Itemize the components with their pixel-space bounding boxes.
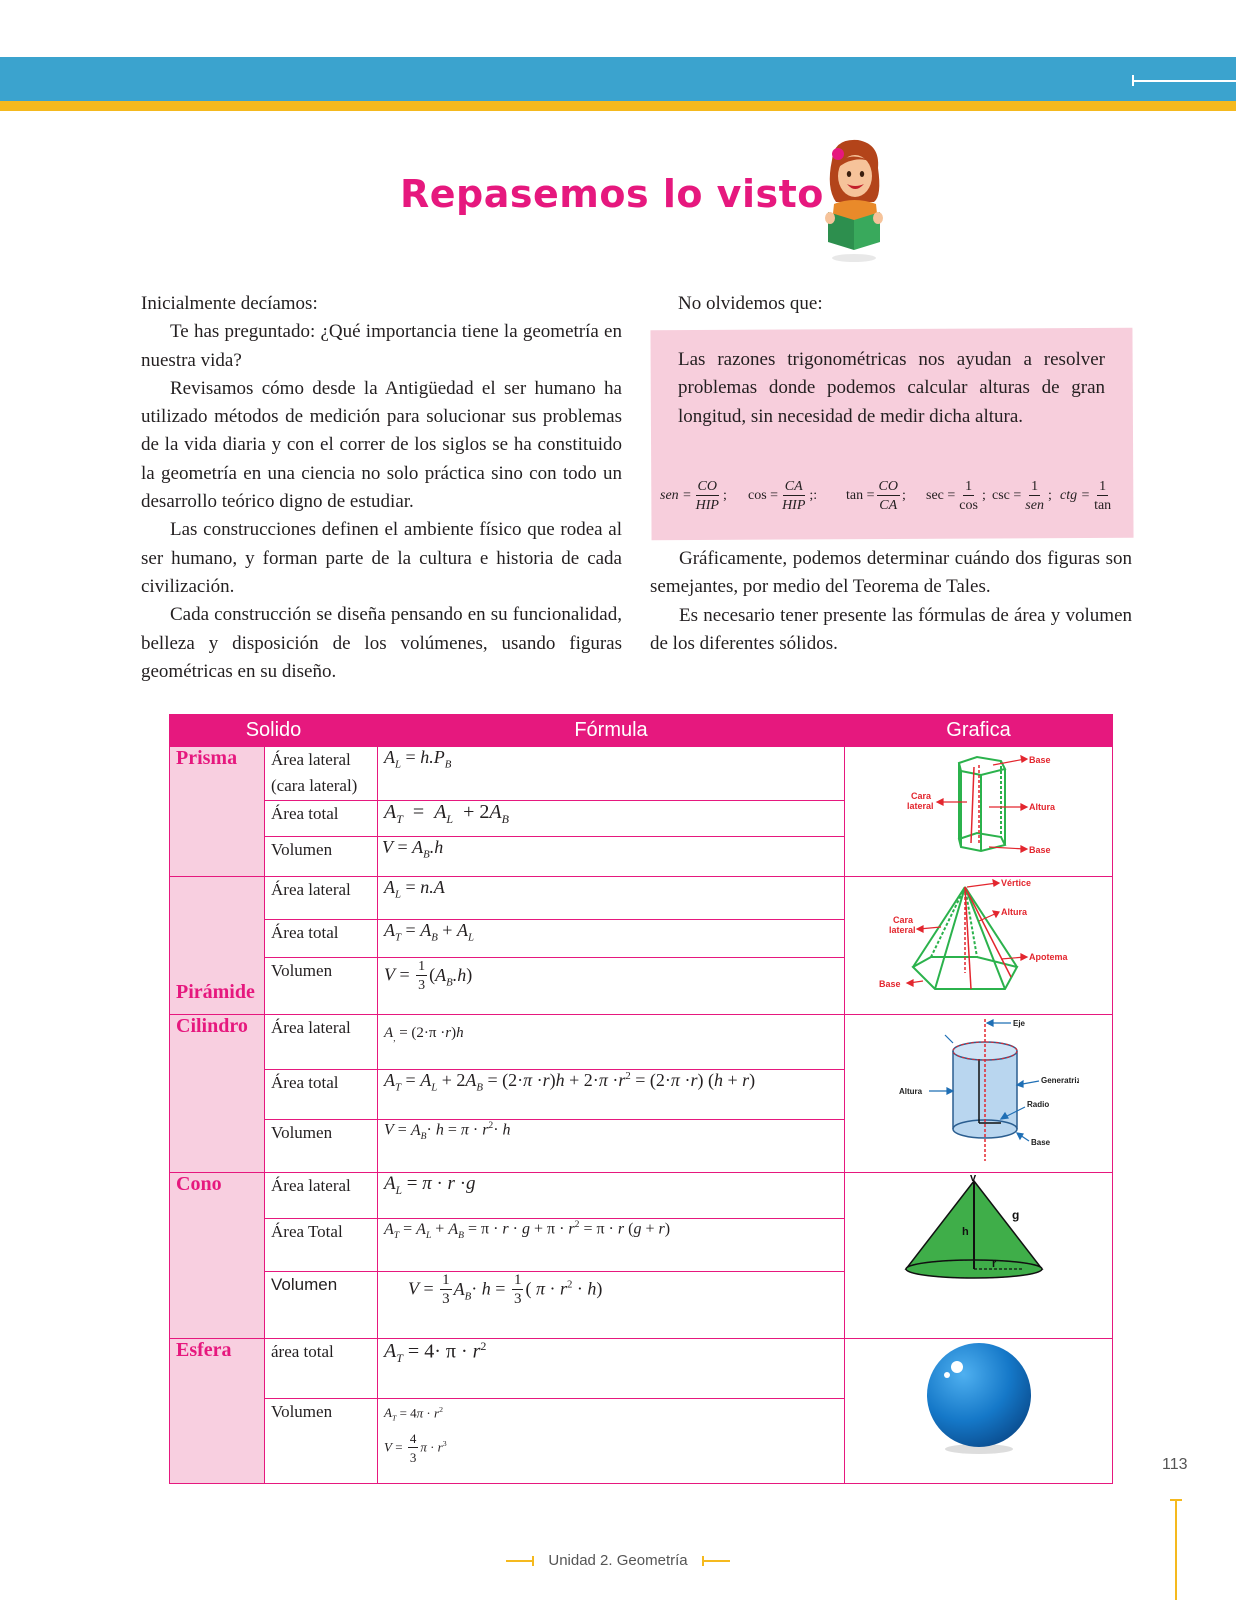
trig-ctg-num: 1 [1099, 478, 1107, 494]
formula-esfera-volumen: $A_T = 4\pi \cdot r^2$ V = $\frac{4}{3}$ $\pi \cdot r^3$ [378, 1399, 845, 1484]
trig-sec-num: 1 [965, 478, 973, 494]
prop-prisma-lateral: Área lateral (cara lateral) [265, 747, 378, 801]
header-band-yellow [0, 101, 1236, 111]
formula-prisma-volumen: $V = A_B.h$ [378, 836, 845, 876]
prop-esfera-total: área total [265, 1338, 378, 1399]
paragraph-design: Cada construcción se diseña pensando en su funcionalidad, belleza y disposición de los volúmenes, usando figuras geométricas en su diseño. [141, 604, 622, 682]
cone-label-v: v [969, 1172, 976, 1184]
prism-diagram [879, 747, 1079, 867]
solid-esfera: Esfera [170, 1338, 265, 1483]
trig-csc-label: csc = [992, 488, 1022, 503]
prop-cono-lateral: Área lateral [265, 1172, 378, 1218]
header-band-blue [0, 57, 1236, 101]
cone-label-g: g [1011, 1207, 1019, 1222]
trig-csc [992, 475, 1052, 517]
trig-ctg [1060, 475, 1115, 517]
trig-sen-sep: ; [722, 488, 727, 503]
page-number: 113 [1162, 1456, 1188, 1473]
formula-piramide-total: $A_T = A_B + A_L$ [378, 919, 845, 957]
figure-esfera [845, 1338, 1113, 1483]
prop-prisma-total: Área total [265, 800, 378, 836]
header-formula: Fórmula [378, 715, 845, 747]
trig-sen [660, 475, 727, 517]
margin-line [1175, 1499, 1177, 1600]
pyramid-label-cara: Cara [892, 915, 913, 926]
cone-label-r: r [991, 1257, 996, 1270]
formula-cilindro-total: $A_T = A_L + 2A_B = (2\cdot\pi \cdot r)h + 2\cdot\pi \cdot r^2 = (2\cdot\pi \cdot r) (h + r)$ [378, 1070, 845, 1120]
trig-sen-num: CO [697, 478, 717, 494]
trig-csc-sep: ; [1047, 488, 1052, 503]
figure-cono [845, 1172, 1113, 1338]
cylinder-label-base: Base [1030, 1137, 1050, 1147]
prop-prisma-volumen: Volumen [265, 836, 378, 876]
cylinder-label-eje: Eje [1012, 1018, 1025, 1028]
prop-piramide-volumen: Volumen [265, 957, 378, 1014]
left-column [141, 290, 622, 686]
paragraph-question: Te has preguntado: ¿Qué importancia tiene la geometría en nuestra vida? [141, 321, 622, 371]
trig-sec-den: cos [959, 497, 978, 513]
prism-label-altura: Altura [1028, 802, 1055, 812]
formula-prisma-lateral: $A_L = h.P_B$ [378, 747, 845, 801]
header-marker-tick [1132, 75, 1134, 86]
formula-cono-volumen: V = $\frac{1}{3}$ $A_B\cdot h$ = $\frac{1}{3}$ ( $\pi \cdot r^2 \cdot h$) [378, 1271, 845, 1338]
figure-piramide [845, 877, 1113, 1014]
cylinder-label-altura: Altura [898, 1086, 922, 1096]
trig-cos-sep: ;: [809, 488, 818, 503]
footer [0, 1552, 1236, 1569]
header-grafica: Grafica [845, 715, 1113, 747]
trig-csc-num: 1 [1031, 478, 1039, 494]
paragraph-history: Revisamos cómo desde la Antigüedad el ser humano ha utilizado métodos de medición para solucionar sus problemas de la vida diaria y con el correr de los siglos se ha constituido la geometría en una ciencia no solo práctica sino con todo un desarrollo teórico digno de estudiar. [141, 377, 622, 513]
trig-cos-label: cos = [748, 488, 779, 503]
prop-cilindro-total: Área total [265, 1070, 378, 1120]
reminder-box-text: Las razones trigonométricas nos ayudan a resolver problemas donde podemos calcular alturas de gran longitud, sin necesidad de medir dicha altura. [678, 349, 1105, 427]
header-solido: Solido [170, 715, 378, 747]
pyramid-label-vertice: Vértice [1000, 878, 1031, 889]
prism-label-base-bottom: Base [1028, 845, 1051, 855]
trig-ratios [660, 475, 1130, 517]
figure-prisma [845, 747, 1113, 877]
prop-cono-total: Área Total [265, 1219, 378, 1271]
header-marker-line [1132, 80, 1236, 82]
pyramid-label-lateral: lateral [888, 925, 916, 936]
girl-reading-illustration [818, 138, 890, 264]
trig-cos [748, 475, 817, 517]
paragraph-tales-text: Gráficamente, podemos determinar cuándo dos figuras son semejantes, por medio del Teorema de Tales. [650, 548, 1132, 598]
formula-cilindro-lateral: $A_, = (2\cdot\pi \cdot r)h$ [378, 1014, 845, 1070]
trig-cos-den: HIP [782, 497, 806, 513]
pyramid-label-base: Base [878, 979, 901, 990]
prop-cono-volumen: Volumen [265, 1271, 378, 1338]
prop-esfera-volumen: Volumen [265, 1399, 378, 1484]
trig-sen-den: HIP [695, 497, 719, 513]
formula-cilindro-volumen: $V = A_B\cdot h = \pi \cdot r^2\cdot h$ [378, 1120, 845, 1172]
prop-cilindro-lateral: Área lateral [265, 1014, 378, 1070]
reminder-intro: No olvidemos que: [678, 293, 823, 314]
trig-sec-sep: ; [981, 488, 986, 503]
cylinder-label-radio: Radio [1026, 1099, 1049, 1109]
paragraph-formulas-text: Es necesario tener presente las fórmulas de área y volumen de los diferentes sólidos. [650, 604, 1132, 654]
solid-prisma: Prisma [170, 747, 265, 877]
trig-tan-sep: ; [901, 488, 906, 503]
formula-piramide-lateral: $A_L = n.A$ [378, 877, 845, 919]
prism-label-cara: Cara [910, 791, 931, 801]
prop-piramide-lateral: Área lateral [265, 877, 378, 919]
trig-ctg-label: ctg = [1060, 488, 1091, 503]
formula-cono-lateral: $A_L = \pi \cdot r \cdot g$ [378, 1172, 845, 1218]
footer-topic: Geometría [616, 1552, 688, 1569]
trig-cos-num: CA [784, 478, 803, 494]
paragraph-intro: Inicialmente decíamos: [141, 293, 318, 314]
formula-esfera-total: $A_T = 4\cdot \pi \cdot r^2$ [378, 1338, 845, 1399]
solids-table [169, 714, 1113, 1484]
prism-label-base-top: Base [1028, 755, 1051, 765]
sphere-diagram [919, 1339, 1039, 1459]
cylinder-diagram [879, 1015, 1079, 1165]
trig-sen-label: sen = [660, 488, 692, 503]
formula-cono-total: $A_T = A_L + A_B = \pi \cdot r \cdot g + \pi \cdot r^2 = \pi \cdot r$ (g + r) [378, 1219, 845, 1271]
paragraph-constructions: Las construcciones definen el ambiente físico que rodea al ser humano, y forman parte de la cultura e historia de cada civilización. [141, 519, 622, 597]
prop-cilindro-volumen: Volumen [265, 1120, 378, 1172]
footer-bar-left [506, 1560, 534, 1562]
prop-piramide-total: Área total [265, 919, 378, 957]
prism-label-lateral: lateral [906, 801, 934, 811]
cone-label-h: h [961, 1225, 969, 1238]
figure-cilindro [845, 1014, 1113, 1172]
trig-tan-label: tan = [846, 488, 875, 503]
pyramid-label-altura: Altura [1000, 907, 1027, 918]
cylinder-label-generatriz: Generatriz [1040, 1075, 1079, 1085]
trig-tan [846, 475, 906, 517]
formula-piramide-volumen: V = $\frac{1}{3}$ $(A_B.h)$ [378, 957, 845, 1014]
trig-ctg-den: tan [1094, 497, 1112, 513]
trig-tan-den: CA [879, 497, 898, 513]
trig-csc-den: sen [1025, 497, 1044, 513]
trig-sec [926, 475, 986, 517]
solid-cilindro: Cilindro [170, 1014, 265, 1172]
paragraph-tales [650, 545, 1132, 658]
footer-unit: Unidad 2. [548, 1552, 613, 1569]
trig-tan-num: CO [878, 478, 898, 494]
cone-diagram [894, 1173, 1064, 1283]
solid-piramide: Pirámide [170, 877, 265, 1014]
trig-sec-label: sec = [926, 488, 956, 503]
page-title: Repasemos lo visto [400, 172, 824, 216]
footer-bar-right [702, 1560, 730, 1562]
formula-prisma-total: $A_T = A_L + 2A_B$ [378, 800, 845, 836]
pyramid-diagram [869, 877, 1089, 1007]
pyramid-label-apotema: Apotema [1028, 952, 1068, 963]
solid-cono: Cono [170, 1172, 265, 1338]
